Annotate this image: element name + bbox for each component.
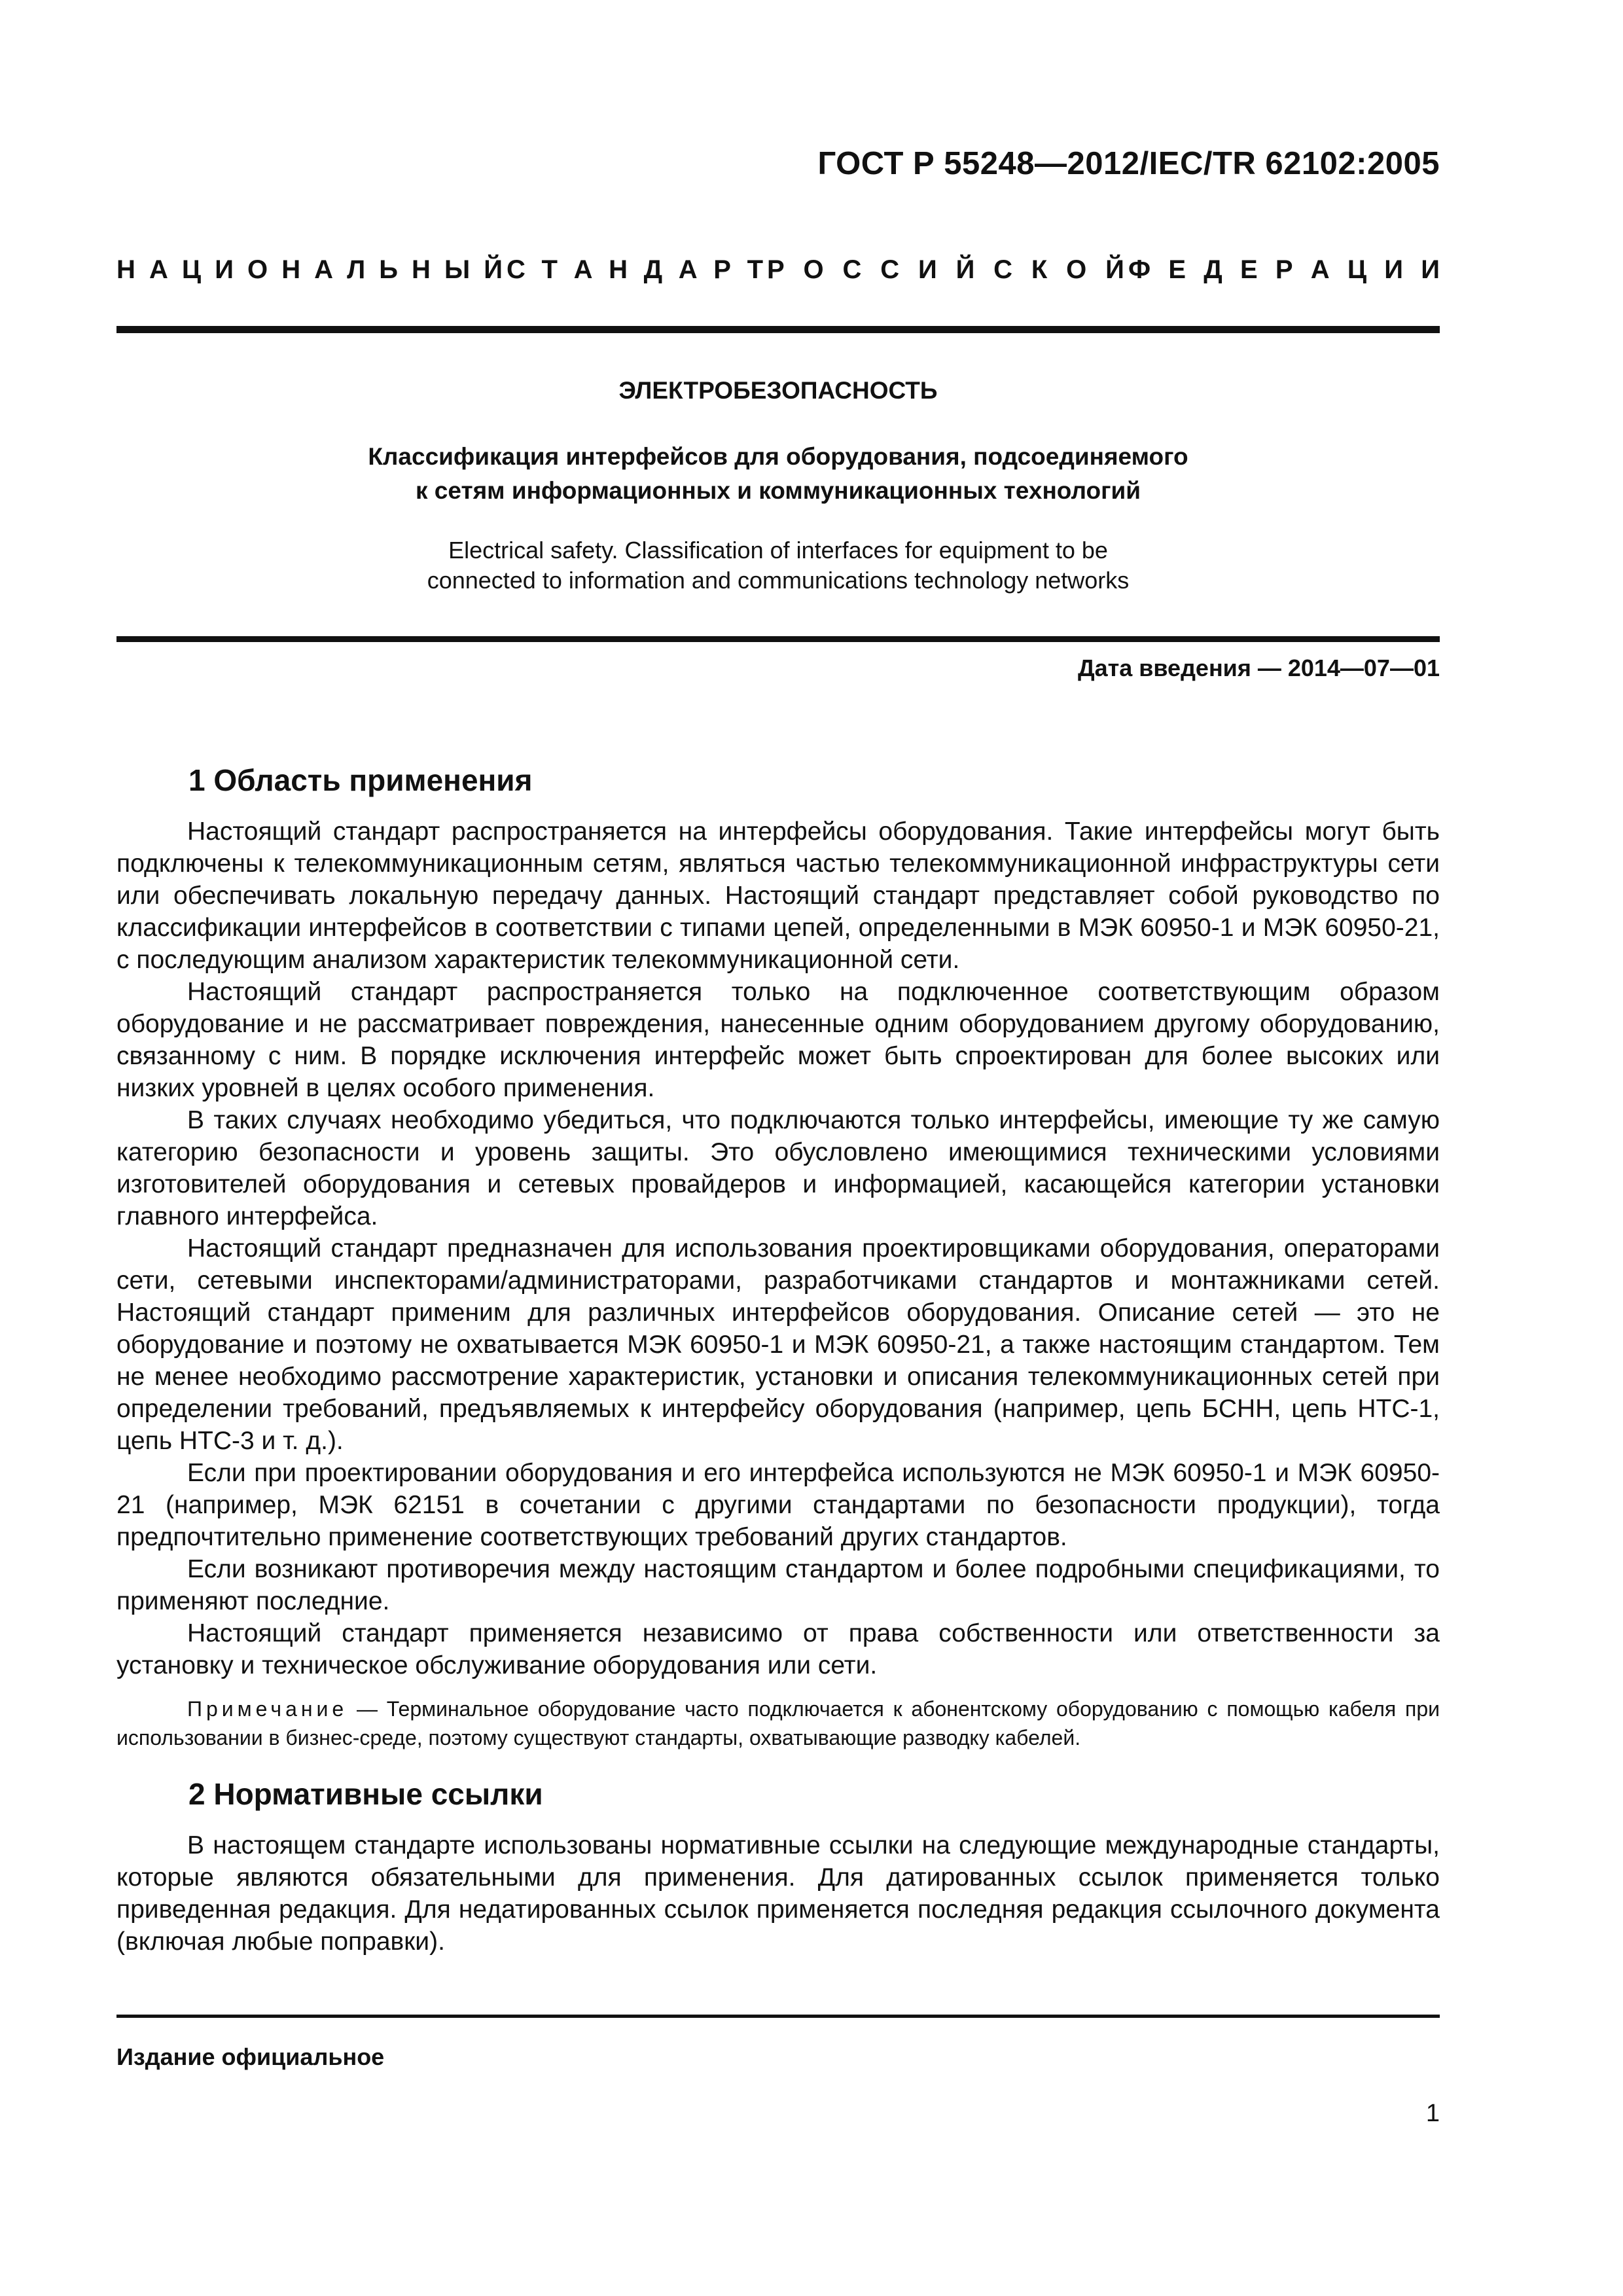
body-paragraph: В таких случаях необходимо убедиться, что подключаются только интерфейсы, имеющие ту же самую категорию безопасности и уровень защиты. Это обусловлено имеющимися техническими условиями изготовителей оборудования и сетевых провайдеров и информацией, касающейся категории установки главного интерфейса. [116, 1106, 1440, 1230]
national-letter: А [314, 255, 334, 284]
section-heading: 1 Область применения [188, 763, 533, 797]
national-letter: Н [609, 255, 628, 284]
body-paragraph: Если при проектировании оборудования и его интерфейса используются не МЭК 60950-1 и МЭК 60950-21 (например, МЭК 62151 в сочетании с другими стандартами по безопасности продукции), тогда предпочтительно применение соответствующих требований других стандартов. [116, 1459, 1440, 1551]
page-number: 1 [1425, 2100, 1440, 2127]
national-letter: Д [1204, 255, 1222, 284]
national-letter: И [1421, 255, 1440, 284]
national-letter: Й [484, 255, 503, 284]
national-letter: Н [116, 255, 135, 284]
national-letter: Ы [444, 255, 471, 284]
edition-label: Издание официальное [116, 2043, 385, 2070]
title-russian [116, 440, 1440, 508]
national-letter: К [1031, 255, 1048, 284]
note-label: Примечание [187, 1697, 348, 1721]
national-letter: Ц [1347, 255, 1367, 284]
national-letter: Р [1275, 255, 1293, 284]
title-english [116, 535, 1440, 596]
national-letter: С [507, 255, 526, 284]
introduction-date: Дата введения — 2014—07—01 [1077, 655, 1440, 681]
national-letter: Д [643, 255, 663, 284]
national-letter: И [215, 255, 234, 284]
national-letter: Й [1105, 255, 1124, 284]
national-letter: Ф [1128, 255, 1151, 284]
national-letter: Е [1240, 255, 1258, 284]
national-letter: Т [747, 255, 763, 284]
title-russian-line: к сетям информационных и коммуникационных технологий [416, 477, 1141, 504]
national-letter: Й [955, 255, 975, 284]
national-letter: О [803, 255, 824, 284]
national-letter: Ь [379, 255, 398, 284]
national-letter: И [918, 255, 937, 284]
national-letter: Н [281, 255, 301, 284]
national-word [1128, 255, 1440, 285]
title-english-line: Electrical safety. Classification of interfaces for equipment to be [448, 537, 1108, 564]
national-letter: А [678, 255, 698, 284]
title-divider [116, 636, 1440, 642]
national-letter: Р [713, 255, 731, 284]
national-letter: О [247, 255, 268, 284]
body-paragraph: Настоящий стандарт распространяется на интерфейсы оборудования. Такие интерфейсы могут быть подключены к телекоммуникационным сетям, являться частью телекоммуникационной инфраструктуры сети или обеспечивать локальную передачу данных. Настоящий стандарт представляет собой руководство по классификации интерфейсов в соответствии с типами цепей, определенными в МЭК 60950-1 и МЭК 60950-21, с последующим анализом характеристик телекоммуникационной сети. [116, 817, 1440, 974]
national-word [507, 255, 763, 285]
body-paragraph: Настоящий стандарт распространяется только на подключенное соответствующим образом оборудование и не рассматривает повреждения, нанесенные одним оборудованием другому оборудованию, связанному с ним. В порядке исключения интерфейс может быть спроектирован для более высоких или низких уровней в целях особого применения. [116, 978, 1440, 1102]
note-text: — Терминальное оборудование часто подключается к абонентскому оборудованию с помощью кабеля при использовании в бизнес-среде, поэтому существуют стандарты, охватывающие разводку кабелей. [116, 1697, 1440, 1749]
national-letter: Р [767, 255, 785, 284]
national-letter: Н [412, 255, 431, 284]
national-letter: А [149, 255, 168, 284]
document-topic: ЭЛЕКТРОБЕЗОПАСНОСТЬ [618, 377, 938, 404]
title-english-line: connected to information and communications technology networks [427, 567, 1130, 594]
national-letter: С [842, 255, 862, 284]
footer-divider [116, 2015, 1440, 2018]
body-paragraph: Настоящий стандарт предназначен для использования проектировщиками оборудования, операторами сети, сетевыми инспекторами/администраторами, разработчиками стандартов и монтажниками сетей. Настоящий стандарт применим для различных интерфейсов оборудования. Описание сетей — это не оборудование и поэтому не охватывается МЭК 60950-1 и МЭК 60950-21, а также настоящим стандартом. Тем не менее необходимо рассмотрение характеристик, установки и описания телекоммуникационных сетей при определении требований, предъявляемых к интерфейсу оборудования (например, цепь БСНН, цепь НТС-1, цепь НТС-3 и т. д.). [116, 1234, 1440, 1455]
national-letter: О [1066, 255, 1087, 284]
national-letter: Т [541, 255, 558, 284]
national-letter: И [1384, 255, 1403, 284]
national-letter: А [1310, 255, 1330, 284]
document-body [116, 761, 1440, 1958]
body-paragraph: Настоящий стандарт применяется независимо от права собственности или ответственности за установку и техническое обслуживание оборудования или сети. [116, 1619, 1440, 1679]
top-divider [116, 326, 1440, 333]
title-russian-line: Классификация интерфейсов для оборудования, подсоединяемого [368, 443, 1188, 470]
body-paragraph: Если возникают противоречия между настоящим стандартом и более подробными спецификациями, то применяют последние. [116, 1555, 1440, 1615]
national-standard-heading [116, 255, 1440, 285]
national-letter: А [573, 255, 593, 284]
section-heading: 2 Нормативные ссылки [188, 1777, 543, 1811]
note-paragraph [116, 1695, 1440, 1752]
national-letter: Е [1168, 255, 1186, 284]
national-letter: С [993, 255, 1013, 284]
national-word [767, 255, 1124, 285]
national-word [116, 255, 503, 285]
national-letter: Ц [181, 255, 202, 284]
national-letter: Л [347, 255, 366, 284]
body-paragraph: В настоящем стандарте использованы нормативные ссылки на следующие международные стандарты, которые являются обязательными для применения. Для датированных ссылок применяется только приведенная редакция. Для недатированных ссылок применяется последняя редакция ссылочного документа (включая любые поправки). [116, 1831, 1440, 1956]
national-letter: С [880, 255, 900, 284]
document-code: ГОСТ Р 55248—2012/IEC/TR 62102:2005 [817, 146, 1440, 181]
